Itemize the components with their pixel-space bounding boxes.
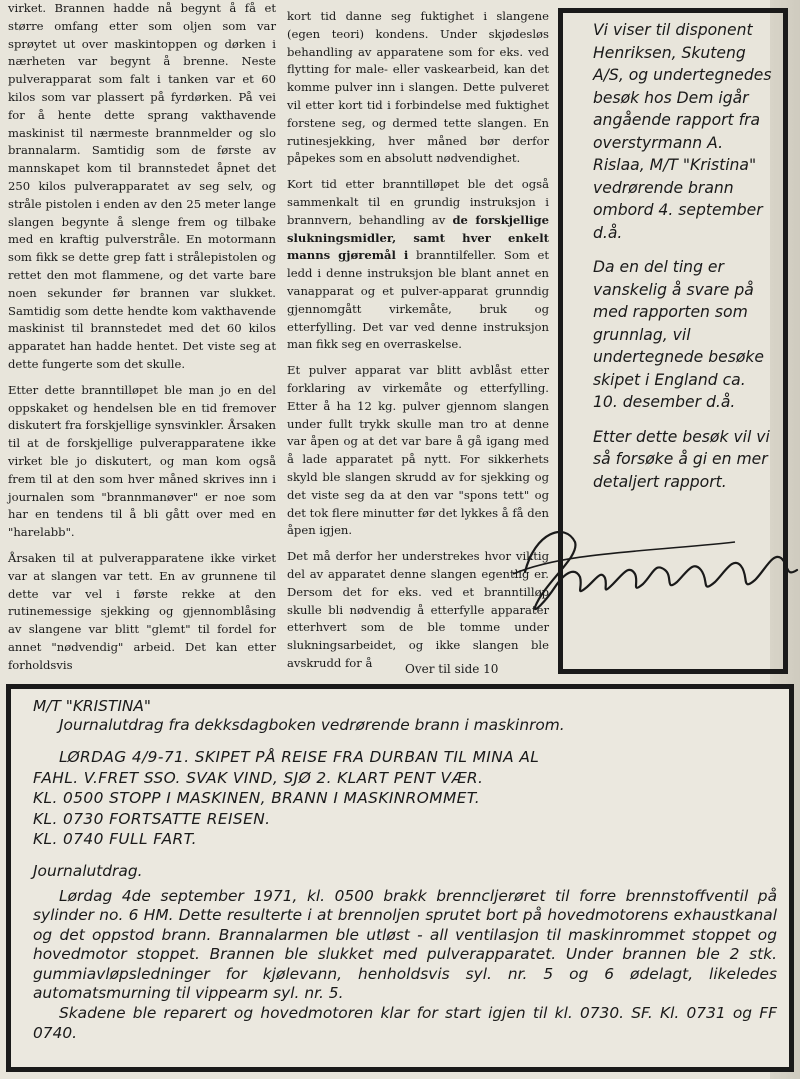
continued-on-page: Over til side 10 [405,662,499,676]
left-paragraph-1: virket. Brannen hadde nå begynt å få et større omfang etter som oljen som var sprøytet ut over maskintoppen og dørken i nærheten var begynt å brenne. Neste pulverapparat som falt i tanken var et 60 kilos som var plassert på fyrdørken. På vei for å hente dette sprang vakthavende maskinist til nærmeste brannmelder og slo brannalarm. Samtidig som de første av mannskapet kom til brannstedet åpnet det 250 kilos pulverapparatet av seg selv, og stråle pistolen i enden av den 25 meter lange slangen begynte å slenge frem og tilbake med en kraftig pulverstråle. En motormann som fikk se dette grep fatt i strålepistolen og rettet den mot flammene, og det varte bare noen sekunder før brannen var slukket. Samtidig som dette hendte kom vakthavende maskinist til brannstedet med det 60 kilos apparatet han hadde hentet. Det viste seg at dette fungerte som det skulle. [8,1,276,371]
middle-paragraph-2 [287,176,549,354]
middle-paragraph-4: Det må derfor her understrekes hvor viktig del av apparatet denne slangen egentlig er. Dersom det for eks. ved et branntilløp skulle bli nødvendig å etterfylle apparater etterhvert som de ble tomme under slukningsarbeidet, og ikke slangen ble avskrudd for å [287,549,549,670]
log-line-4: KL. 0730 FORTSATTE REISEN. [33,809,271,828]
handwritten-signature [505,512,800,632]
log-line-5: KL. 0740 FULL FART. [33,830,197,848]
log-line-2: FAHL. V.FRET SSO. SVAK VIND, SJØ 2. KLART PENT VÆR. [33,768,484,787]
extract-heading: Journalutdrag. [33,861,143,880]
extract-paragraph-1: Lørdag 4de september 1971, kl. 0500 brakk brenncljerøret til forre brennstoffventil på sylinder no. 6 HM. Dette resulterte i at brennoljen sprutet bort på hovedmotorens exhaustkanal og det oppstod brann. Brannalarmen ble utløst - all ventilasjon til maskinrommet stoppet og hovedmotor stoppet. Brannen ble slukket med pulverapparatet. Under brannen ble 2 stk. gummiavløpsledninger for kjølevann, henholdsvis syl. nr. 5 og 6 ødelagt, likeledes automatsmurning til vippearm syl. nr. 5. [33,886,777,1003]
middle-paragraph-3: Et pulver apparat var blitt avblåst etter forklaring av virkemåte og etterfylling. Etter å ha 12 kg. pulver gjennom slangen under fullt trykk skulle man tro at denne var åpen og at det var bare å gå igang med å lade apparatet på nytt. For sikkerhets skyld ble slangen skrudd av for sjekking og det viste seg da at den var "spons tett" og det tok flere minutter før det lykkes å få den åpen igjen. [287,363,549,538]
middle-paragraph-2-bold: de forskjellige slukningsmidler, samt hver enkelt manns gjøremål i [287,212,550,263]
extract-paragraph-2: Skadene ble reparert og hovedmotoren klar for start igjen til kl. 0730. SF. Kl. 0731 og FF 0740. [33,1004,777,1042]
journal-extract-box [6,684,794,1072]
left-paragraph-2: Etter dette branntilløpet ble man jo en del oppskaket og hendelsen ble en tid fremover diskutert fra forskjellige synsvinkler. Årsaken til at de forskjellige pulverapparatene ikke virket ble jo diskutert, og man kom også frem til at den som hver måned skrives inn i journalen som "brannmanøver" er noe som har en tendens til å bli gått over med en "harelabb". [8,382,276,540]
boxed-note-paragraph-3: Etter dette besøk vil vi så forsøke å gi en mer detaljert rapport. [593,427,770,491]
left-text-column [8,0,276,682]
log-line-3: KL. 0500 STOPP I MASKINEN, BRANN I MASKINROMMET. [33,789,481,807]
middle-paragraph-2-start: Kort tid etter branntilløpet ble det også sammenkalt til en grundig instruksjon i brannvern, behandling av [287,177,549,227]
journal-subtitle: Journalutdrag fra dekksdagboken vedrørende brann i maskinrom. [59,716,565,734]
left-paragraph-3: Årsaken til at pulverapparatene ikke virket var at slangen var tett. En av grunnene til dette var vel i første rekke at den rutinemessige sjekking og gjennomblåsing av slangene var blitt "glemt" til fordel for annet "nødvendig" arbeid. Det kan etter forholdsvis [8,550,276,672]
boxed-note-paragraph-1: Vi viser til disponent Henriksen, Skuteng A/S, og undertegnedes besøk hos Dem igår angående rapport fra overstyrmann A. Rislaa, M/T "Kristina" vedrørende brann ombord 4. september d.å. [593,21,772,242]
log-line-1: LØRDAG 4/9-71. SKIPET PÅ REISE FRA DURBAN TIL MINA AL [59,748,540,766]
middle-paragraph-1: kort tid danne seg fuktighet i slangene (egen teori) kondens. Under skjødesløs behandling av apparatene som for eks. ved flytting for male- eller vaskearbeid, kan det komme pulver inn i slangen. Dette pulveret vil etter kort tid i forbindelse med fuktighet forstene seg, og dermed tette slangen. En rutinesjekking, hver måned bør derfor påpekes som en absolutt nødvendighet. [287,9,549,166]
middle-paragraph-2-end: branntilfeller. Som et ledd i denne instruksjon ble blant annet en vanapparat og et pulver-apparat grunndig gjennomgått virkemåte, bruk og etterfylling. Det var ved denne instruksjon man fikk seg en overraskelse. [287,248,549,352]
boxed-note-paragraph-2: Da en del ting er vanskelig å svare på med rapporten som grunnlag, vil undertegnede besøke skipet i England ca. 10. desember d.å. [593,258,764,411]
journal-ship-title: M/T "KRISTINA" [33,697,151,715]
